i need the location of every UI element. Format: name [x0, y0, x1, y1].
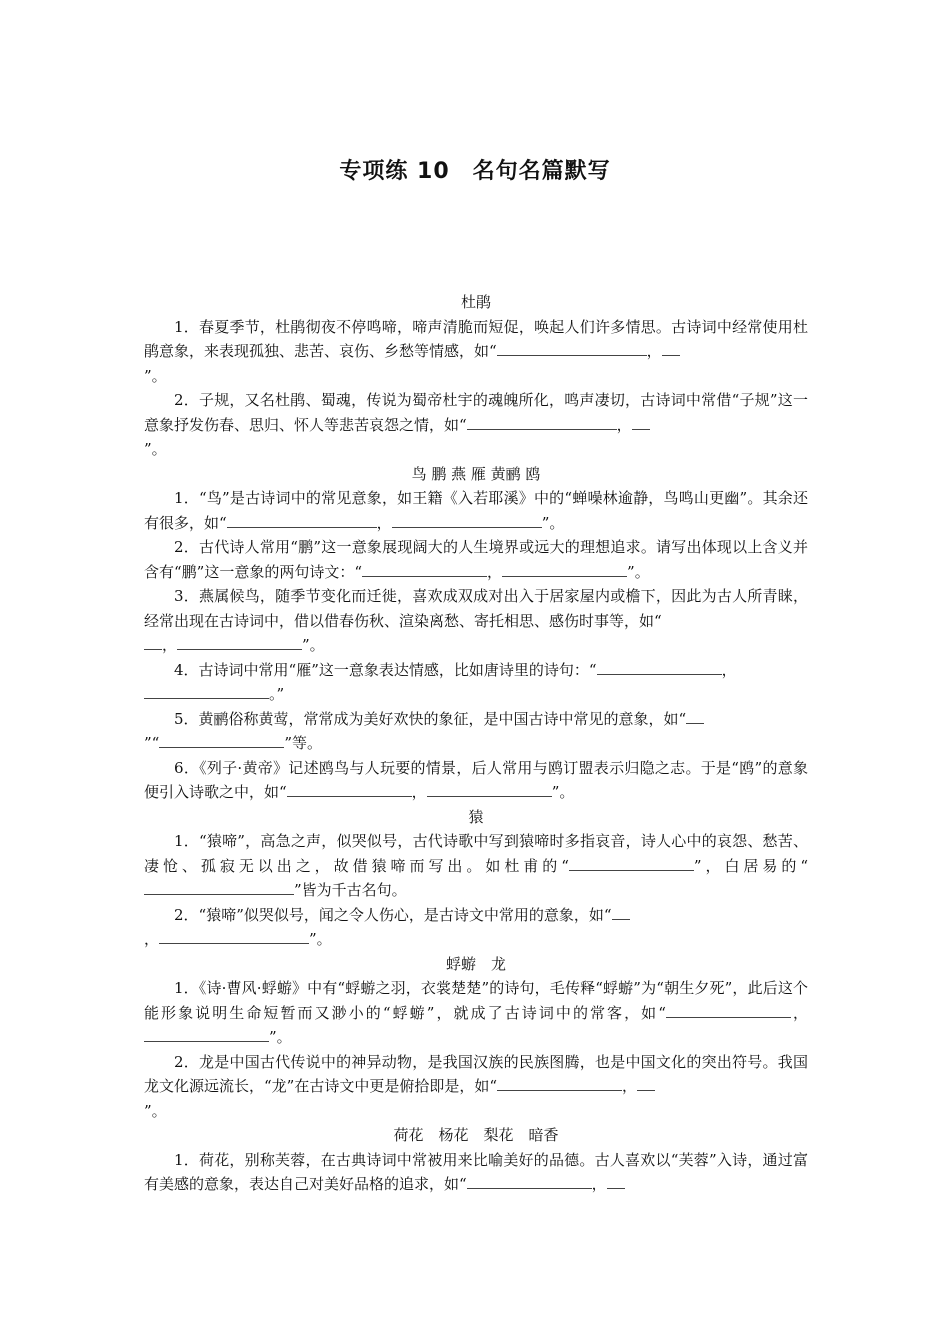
- section-heading-birds: 鸟 鹏 燕 雁 黄鹂 鸥: [411, 464, 541, 483]
- question-item: 1．“猿啼”，高急之声，似哭似号，古代诗歌中写到猿啼时多指哀音，诗人心中的哀怨、愁苦、凄怆、孤寂无以出之，故借猿啼而写出。如杜甫的“ ”，白居易的“”皆为千古名句。: [144, 832, 808, 899]
- document-body: [144, 290, 808, 1197]
- answer-blank[interactable]: [287, 784, 412, 797]
- question-item: 1．春夏季节，杜鹃彻夜不停鸣啼，啼声清脆而短促，唤起人们许多情思。古诗词中经常使用杜鹃意象，来表现孤独、悲苦、哀伤、乡愁等情感，如“ ， ”。: [144, 317, 808, 385]
- page-title: 专项练 10 名句名篇默写: [339, 159, 611, 184]
- answer-blank[interactable]: [144, 1029, 269, 1042]
- question-item: 2．龙是中国古代传说中的神异动物，是我国汉族的民族图腾，也是中国文化的突出符号。我国龙文化源远流长，“龙”在古诗文中更是俯拾即是，如“ ， ”。: [144, 1052, 808, 1120]
- question-item: 2．子规，又名杜鹃、蜀魂，传说为蜀帝杜宇的魂魄所化，鸣声凄切，古诗词中常借“子规”这一意象抒发伤春、思归、怀人等悲苦哀怨之情，如“ ， ”。: [144, 391, 808, 458]
- section-heading-dujuan: 杜鹃: [460, 293, 491, 311]
- question-item: 5．黄鹂俗称黄莺，常常成为美好欢快的象征，是中国古诗中常见的意象，如“ ”“ ”等。: [144, 707, 808, 756]
- question-item: 3．燕属候鸟，随季节变化而迁徙，喜欢成双成对出入于居家屋内或檐下，因此为古人所青睐，经常出现在古诗词中，借以借春伤秋、渲染离愁、寄托相思、感伤时事等，如“ ， ”。: [144, 587, 808, 654]
- answer-blank[interactable]: [467, 417, 617, 430]
- answer-blank[interactable]: [177, 637, 302, 650]
- answer-blank[interactable]: [144, 637, 162, 650]
- answer-blank[interactable]: [607, 1176, 625, 1189]
- answer-blank[interactable]: [497, 343, 647, 356]
- answer-blank[interactable]: [502, 564, 627, 577]
- answer-blank[interactable]: [467, 1176, 592, 1189]
- answer-blank[interactable]: [362, 564, 487, 577]
- question-item: 1．荷花，别称芙蓉，在古典诗词中常被用来比喻美好的品德。古人喜欢以“芙蓉”入诗，通过富有美感的意象，表达自己对美好品格的追求，如“ ，: [144, 1150, 808, 1193]
- answer-blank[interactable]: [686, 711, 704, 724]
- answer-blank[interactable]: [144, 686, 269, 699]
- answer-blank[interactable]: [159, 735, 284, 748]
- answer-blank[interactable]: [666, 1005, 791, 1018]
- answer-blank[interactable]: [159, 931, 309, 944]
- section-heading-fuyou-long: 蜉蝣 龙: [445, 954, 506, 973]
- answer-blank[interactable]: [632, 417, 650, 430]
- answer-blank[interactable]: [662, 343, 680, 356]
- answer-blank[interactable]: [227, 515, 377, 528]
- question-item: 6．《列子·黄帝》记述鸥鸟与人玩要的情景，后人常用与鸥订盟表示归隐之志。于是“鸥”的意象便引入诗歌之中，如“ ， ”。: [144, 758, 808, 801]
- answer-blank[interactable]: [427, 784, 552, 797]
- answer-blank[interactable]: [612, 907, 630, 920]
- question-item: 4．古诗词中常用“雁”这一意象表达情感，比如唐诗里的诗句：“ ， 。”: [144, 658, 808, 707]
- question-item: 2．“猿啼”似哭似号，闻之令人伤心，是古诗文中常用的意象，如“ ， ”。: [144, 903, 808, 952]
- answer-blank[interactable]: [497, 1078, 622, 1091]
- answer-blank[interactable]: [597, 662, 722, 675]
- section-heading-flowers: 荷花 杨花 梨花 暗香: [393, 1126, 559, 1144]
- question-item: 1．“鸟”是古诗词中的常见意象，如王籍《入若耶溪》中的“蝉噪林逾静，鸟鸣山更幽”。其余还有很多，如“ ， ”。: [144, 489, 808, 532]
- question-item: 2．古代诗人常用“鹏”这一意象展现阔大的人生境界或远大的理想追求。请写出体现以上含义并含有“鹏”这一意象的两句诗文：“ ， ”。: [144, 538, 808, 581]
- answer-blank[interactable]: [392, 515, 542, 528]
- answer-blank[interactable]: [569, 858, 694, 871]
- answer-blank[interactable]: [637, 1078, 655, 1091]
- answer-blank[interactable]: [144, 882, 294, 895]
- section-heading-yuan: 猿: [468, 807, 484, 826]
- question-item: 1．《诗·曹风·蜉蝣》中有“蜉蝣之羽，衣裳楚楚”的诗句，毛传释“蜉蝣”为“朝生夕死”，此后这个能形象说明生命短暂而又渺小的“蜉蝣”，就成了古诗词中的常客，如“ ，”。: [144, 979, 808, 1046]
